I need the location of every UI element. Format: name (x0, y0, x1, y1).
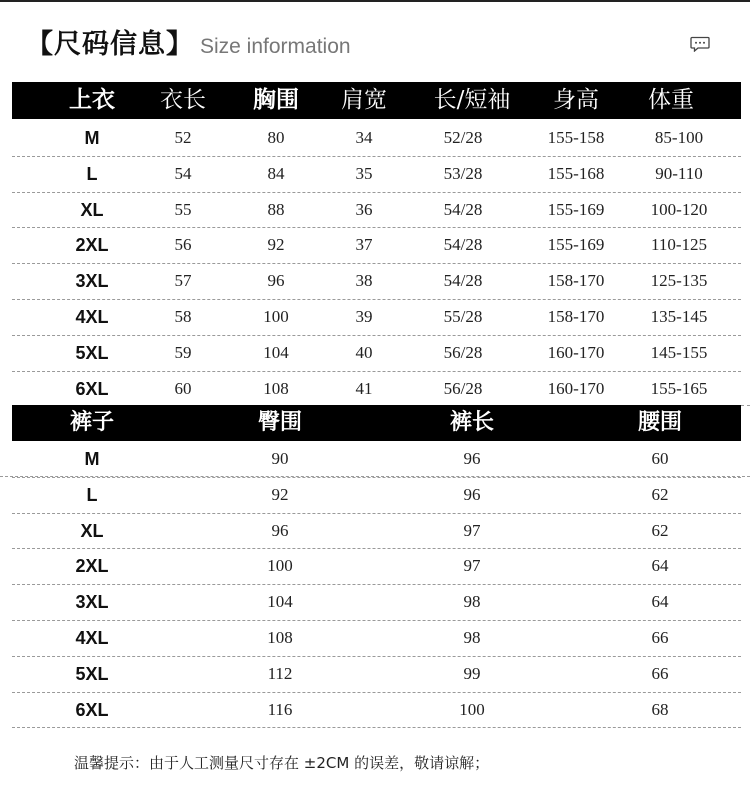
chat-bubble-icon[interactable] (690, 36, 710, 52)
table-cell: 41 (355, 378, 373, 398)
table-cell: 158-170 (547, 271, 605, 291)
size-label: 4XL (75, 307, 109, 327)
table-cell: 92 (271, 484, 289, 504)
table-cell: 100 (459, 699, 485, 719)
table-cell: 57 (174, 271, 192, 291)
table-cell: 64 (651, 556, 669, 576)
table-cell: 104 (267, 592, 293, 612)
row-divider (741, 405, 750, 406)
table-row (12, 620, 741, 656)
table-cell: 90 (271, 449, 289, 468)
table-cell: 158-170 (547, 307, 605, 326)
col-header-tops: 上衣 (69, 87, 115, 113)
table-cell: 53/28 (443, 163, 483, 183)
size-label: 5XL (75, 342, 109, 363)
table-cell: 155-165 (650, 378, 708, 398)
size-label: XL (80, 520, 104, 541)
table-cell: 60 (651, 449, 669, 468)
pants-table-header (12, 405, 741, 441)
table-cell: 100 (267, 556, 293, 576)
table-cell: 98 (463, 592, 481, 612)
table-row (12, 192, 741, 228)
size-label: M (84, 128, 100, 148)
size-label: 4XL (75, 628, 109, 648)
table-cell: 84 (267, 163, 285, 183)
table-cell: 97 (463, 556, 481, 576)
table-row (12, 299, 741, 335)
table-cell: 135-145 (650, 307, 708, 326)
col-header-sleeve: 长/短袖 (433, 87, 511, 113)
table-cell: 68 (651, 699, 669, 719)
table-cell: 59 (174, 342, 192, 362)
table-cell: 60 (174, 378, 192, 398)
table-cell: 90-110 (655, 163, 703, 183)
table-cell: 96 (463, 449, 481, 468)
col-header-hip: 臀围 (257, 410, 303, 435)
table-row (12, 120, 741, 156)
col-header-pants: 裤子 (69, 410, 115, 435)
table-row (12, 548, 741, 584)
table-cell: 155-158 (547, 128, 605, 147)
table-cell: 110-125 (650, 235, 708, 255)
top-rule (0, 0, 750, 2)
table-cell: 62 (651, 520, 669, 540)
table-cell: 52/28 (443, 128, 483, 147)
table-cell: 54 (174, 163, 192, 183)
table-cell: 108 (263, 378, 289, 398)
size-label: 2XL (75, 235, 109, 256)
table-cell: 100 (263, 307, 289, 326)
size-label: 3XL (75, 592, 109, 613)
table-cell: 38 (355, 271, 373, 291)
col-header-weight: 体重 (648, 87, 694, 113)
size-label: XL (80, 199, 104, 220)
table-cell: 55 (174, 199, 192, 219)
table-cell: 96 (267, 271, 285, 291)
table-cell: 35 (355, 163, 373, 183)
table-row (12, 371, 741, 407)
table-cell: 100-120 (650, 199, 708, 219)
table-cell: 108 (267, 628, 293, 647)
col-header-pants-length: 裤长 (449, 410, 495, 435)
table-cell: 39 (355, 307, 373, 326)
table-cell: 125-135 (650, 271, 708, 291)
col-header-height: 身高 (553, 87, 599, 113)
table-row (12, 156, 741, 192)
table-row (12, 584, 741, 620)
col-header-length: 衣长 (160, 87, 206, 113)
table-cell: 56/28 (443, 378, 483, 398)
col-header-shoulder: 肩宽 (341, 87, 387, 113)
table-cell: 36 (355, 199, 373, 219)
table-cell: 40 (355, 342, 373, 362)
table-cell: 54/28 (443, 235, 483, 255)
table-cell: 80 (267, 128, 285, 147)
table-cell: 54/28 (443, 199, 483, 219)
size-label: L (86, 484, 98, 505)
table-row (12, 513, 741, 549)
size-label: 6XL (75, 699, 109, 720)
table-cell: 37 (355, 235, 373, 255)
size-label: 6XL (75, 378, 109, 399)
table-cell: 155-169 (547, 199, 605, 219)
table-cell: 64 (651, 592, 669, 612)
table-cell: 34 (355, 128, 373, 147)
table-cell: 155-169 (547, 235, 605, 255)
table-row (12, 263, 741, 299)
table-cell: 116 (267, 699, 293, 719)
table-cell: 155-168 (547, 163, 605, 183)
tops-table-header (12, 82, 741, 119)
table-cell: 62 (651, 484, 669, 504)
table-row (12, 477, 741, 513)
size-label: 2XL (75, 556, 109, 577)
table-cell: 98 (463, 628, 481, 647)
table-cell: 88 (267, 199, 285, 219)
measurement-note: 温馨提示：由于人工测量尺寸存在 ±2CM 的误差，敬请谅解； (74, 754, 490, 772)
table-cell: 85-100 (654, 128, 704, 147)
table-cell: 56/28 (443, 342, 483, 362)
table-cell: 66 (651, 663, 669, 683)
table-cell: 104 (263, 342, 289, 362)
table-cell: 66 (651, 628, 669, 647)
title-english: Size information (200, 35, 351, 58)
row-divider (0, 476, 750, 477)
table-cell: 96 (271, 520, 289, 540)
size-label: 3XL (75, 271, 109, 292)
table-cell: 55/28 (443, 307, 483, 326)
row-divider (12, 727, 741, 728)
table-row (12, 227, 741, 263)
table-cell: 145-155 (650, 342, 708, 362)
table-cell: 54/28 (443, 271, 483, 291)
table-cell: 97 (463, 520, 481, 540)
section-title (26, 22, 351, 62)
table-row (12, 656, 741, 692)
table-cell: 160-170 (547, 342, 605, 362)
table-cell: 52 (174, 128, 192, 147)
table-row (12, 335, 741, 371)
table-row (12, 692, 741, 728)
table-cell: 96 (463, 484, 481, 504)
table-cell: 92 (267, 235, 285, 255)
size-label: 5XL (75, 663, 109, 684)
title-chinese: 【尺码信息】 (26, 29, 194, 60)
table-cell: 58 (174, 307, 192, 326)
table-cell: 99 (463, 663, 481, 683)
table-row (12, 441, 741, 477)
col-header-waist: 腰围 (637, 410, 683, 435)
size-label: M (84, 449, 100, 469)
table-cell: 160-170 (547, 378, 605, 398)
table-cell: 112 (267, 663, 293, 683)
table-cell: 56 (174, 235, 192, 255)
size-label: L (86, 163, 98, 184)
col-header-chest: 胸围 (253, 87, 299, 113)
